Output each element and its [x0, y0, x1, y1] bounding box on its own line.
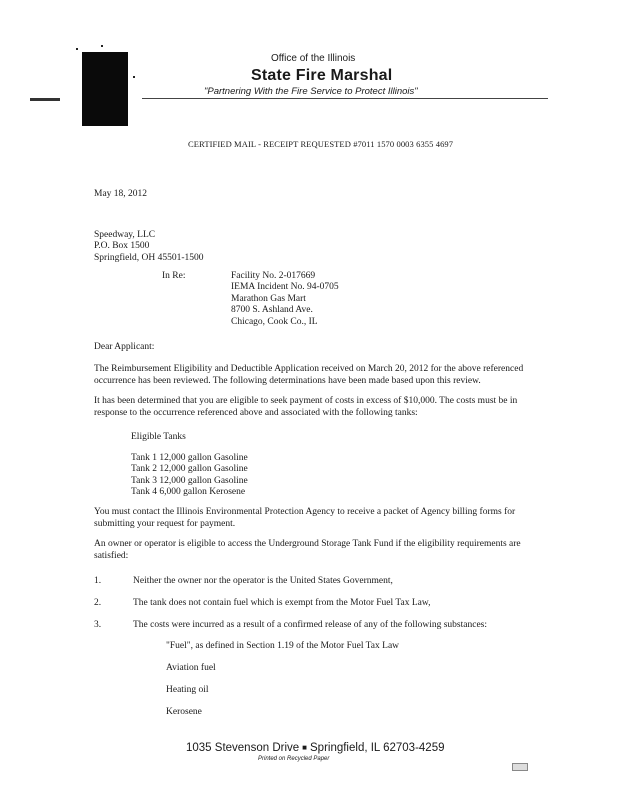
eligible-tanks-list	[131, 453, 248, 499]
state-fire-marshal-logo	[82, 52, 128, 126]
footer-city: Springfield, IL 62703-4259	[310, 742, 445, 754]
substance-item: Kerosene	[166, 707, 202, 717]
re-details	[231, 271, 339, 328]
letter-date: May 18, 2012	[94, 189, 148, 199]
address-line: Springfield, OH 45501-1500	[94, 252, 204, 263]
footer-street: 1035 Stevenson Drive	[186, 742, 300, 754]
re-line: 8700 S. Ashland Ave.	[231, 305, 313, 316]
tank-item: Tank 4 6,000 gallon Kerosene	[131, 487, 246, 498]
tank-item: Tank 2 12,000 gallon Gasoline	[131, 464, 248, 475]
letterhead-rule	[142, 98, 548, 99]
substance-item: Heating oil	[166, 685, 209, 695]
office-tagline: "Partnering With the Fire Service to Protect Illinois"	[204, 86, 418, 97]
re-label: In Re:	[162, 271, 186, 281]
re-line: Marathon Gas Mart	[231, 293, 306, 304]
tank-item: Tank 1 12,000 gallon Gasoline	[131, 453, 248, 463]
re-line: Chicago, Cook Co., IL	[231, 316, 318, 327]
requirement-text: Neither the owner nor the operator is the United States Government,	[133, 576, 393, 586]
footer-separator: ■	[302, 742, 307, 752]
requirement-number: 2.	[94, 598, 102, 608]
page-stamp	[512, 763, 528, 771]
requirement-text: The tank does not contain fuel which is exempt from the Motor Fuel Tax Law,	[133, 598, 431, 608]
tank-item: Tank 3 12,000 gallon Gasoline	[131, 475, 248, 486]
footer-address	[186, 741, 444, 755]
certified-mail-line: CERTIFIED MAIL - RECEIPT REQUESTED #7011 1570 0003 6355 4697	[188, 139, 454, 149]
paragraph-fund-access: An owner or operator is eligible to access the Underground Storage Tank Fund if the eligibility requirements are satisfied:	[94, 539, 521, 561]
letterhead-rule-left	[30, 98, 60, 101]
substance-item: Aviation fuel	[166, 663, 216, 673]
scan-speck	[76, 48, 78, 50]
recycled-paper-note: Printed on Recycled Paper	[258, 756, 330, 762]
paragraph-review: The Reimbursement Eligibility and Deductible Application received on March 20, 2012 for the above referenced occurrence has been reviewed. The following determinations have been made based upon this review.	[94, 364, 524, 386]
eligible-tanks-heading: Eligible Tanks	[131, 432, 186, 442]
address-line: Speedway, LLC	[94, 230, 156, 240]
salutation: Dear Applicant:	[94, 342, 155, 352]
substance-item: "Fuel", as defined in Section 1.19 of the Motor Fuel Tax Law	[166, 641, 400, 651]
requirement-text: The costs were incurred as a result of a confirmed release of any of the following substances:	[133, 620, 488, 630]
scan-speck	[133, 76, 135, 78]
paragraph-billing-forms: You must contact the Illinois Environmental Protection Agency to receive a packet of Agency billing forms for submitting your request for payment.	[94, 507, 516, 529]
paragraph-eligibility: It has been determined that you are eligible to seek payment of costs in excess of $10,000. The costs must be in response to the occurrence referenced above and associated with the following tanks:	[94, 396, 518, 418]
requirement-number: 3.	[94, 620, 102, 630]
recipient-address	[94, 230, 204, 264]
office-name: State Fire Marshal	[251, 67, 393, 84]
requirement-number: 1.	[94, 576, 102, 586]
office-label: Office of the Illinois	[271, 53, 356, 64]
address-line: P.O. Box 1500	[94, 241, 150, 252]
re-line: IEMA Incident No. 94-0705	[231, 282, 339, 293]
scan-speck	[101, 45, 103, 47]
re-line: Facility No. 2-017669	[231, 271, 316, 281]
